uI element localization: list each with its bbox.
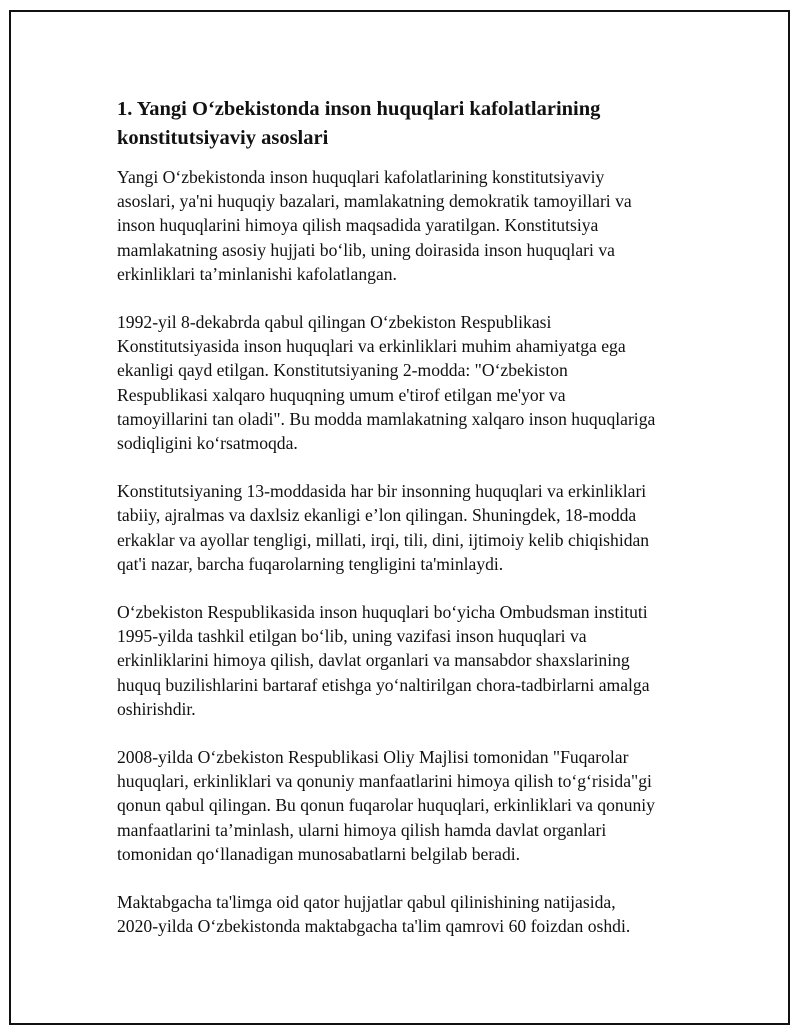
text-line: erkinliklarini himoya qilish, davlat organlari va mansabdor shaxslarining bbox=[117, 650, 630, 671]
text-line: Maktabgacha ta'limga oid qator hujjatlar qabul qilinishining natijasida, bbox=[117, 892, 616, 913]
document-body bbox=[117, 95, 697, 962]
text-line: erkaklar va ayollar tengligi, millati, irqi, tili, dini, ijtimoiy kelib chiqishidan bbox=[117, 529, 650, 550]
text-line: oshirishdir. bbox=[117, 698, 196, 719]
text-line: O‘zbekiston Respublikasida inson huquqlari bo‘yicha Ombudsman instituti bbox=[117, 602, 648, 623]
text-line: huquq buzilishlarini bartaraf etishga yo‘naltirilgan chora-tadbirlarni amalga bbox=[117, 674, 650, 695]
heading-line: 1. Yangi O‘zbekistonda inson huquqlari kafolatlarining bbox=[117, 98, 601, 120]
text-line: Yangi O‘zbekistonda inson huquqlari kafolatlarining konstitutsiyaviy bbox=[117, 167, 605, 187]
text-line: qat'i nazar, barcha fuqarolarning tengligini ta'minlaydi. bbox=[117, 553, 504, 574]
text-line: ekanligi qayd etilgan. Konstitutsiyaning 2-modda: "O‘zbekiston bbox=[117, 360, 568, 381]
text-line: tabiiy, ajralmas va daxlsiz ekanligi e’lon qilingan. Shuningdek, 18-modda bbox=[117, 505, 637, 526]
paragraph-constitution-basis bbox=[117, 165, 697, 286]
paragraph-preschool-education bbox=[117, 890, 697, 938]
section-heading bbox=[117, 95, 697, 153]
text-line: inson huquqlarini himoya qilish maqsadida yaratilgan. Konstitutsiya bbox=[117, 215, 599, 236]
text-line: 2020-yilda O‘zbekistonda maktabgacha ta'lim qamrovi 60 foizdan oshdi. bbox=[117, 916, 631, 937]
text-line: huquqlari, erkinliklari va qonuniy manfaatlarini himoya qilish to‘g‘risida"gi bbox=[117, 771, 652, 792]
text-line: Respublikasi xalqaro huquqning umum e'tirof etilgan me'yor va bbox=[117, 384, 566, 405]
text-line: manfaatlarini ta’minlash, ularni himoya qilish hamda davlat organlari bbox=[117, 819, 607, 840]
text-line: Konstitutsiyaning 13-moddasida har bir insonning huquqlari va erkinliklari bbox=[117, 481, 647, 502]
text-line: Konstitutsiyasida inson huquqlari va erkinliklari muhim ahamiyatga ega bbox=[117, 336, 626, 357]
text-line: sodiqligini ko‘rsatmoqda. bbox=[117, 433, 298, 454]
paragraph-ombudsman bbox=[117, 600, 697, 721]
text-line: 1992-yil 8-dekabrda qabul qilingan O‘zbekiston Respublikasi bbox=[117, 312, 552, 333]
paragraph-constitution-1992 bbox=[117, 310, 697, 455]
text-line: mamlakatning asosiy hujjati bo‘lib, uning doirasida inson huquqlari va bbox=[117, 239, 615, 260]
heading-line: konstitutsiyaviy asoslari bbox=[117, 127, 329, 149]
text-line: asoslari, ya'ni huquqiy bazalari, mamlakatning demokratik tamoyillari va bbox=[117, 191, 632, 212]
text-line: qonun qabul qilingan. Bu qonun fuqarolar huquqlari, erkinliklari va qonuniy bbox=[117, 795, 655, 816]
text-line: 2008-yilda O‘zbekiston Respublikasi Oliy Majlisi tomonidan "Fuqarolar bbox=[117, 747, 629, 768]
text-line: erkinliklari ta’minlanishi kafolatlangan. bbox=[117, 263, 397, 284]
text-line: tamoyillarini tan oladi". Bu modda mamlakatning xalqaro inson huquqlariga bbox=[117, 408, 656, 429]
paragraph-law-2008 bbox=[117, 745, 697, 866]
text-line: tomonidan qo‘llanadigan munosabatlarni belgilab beradi. bbox=[117, 843, 521, 864]
paragraph-article-13 bbox=[117, 479, 697, 576]
text-line: 1995-yilda tashkil etilgan bo‘lib, uning vazifasi inson huquqlari va bbox=[117, 626, 587, 647]
